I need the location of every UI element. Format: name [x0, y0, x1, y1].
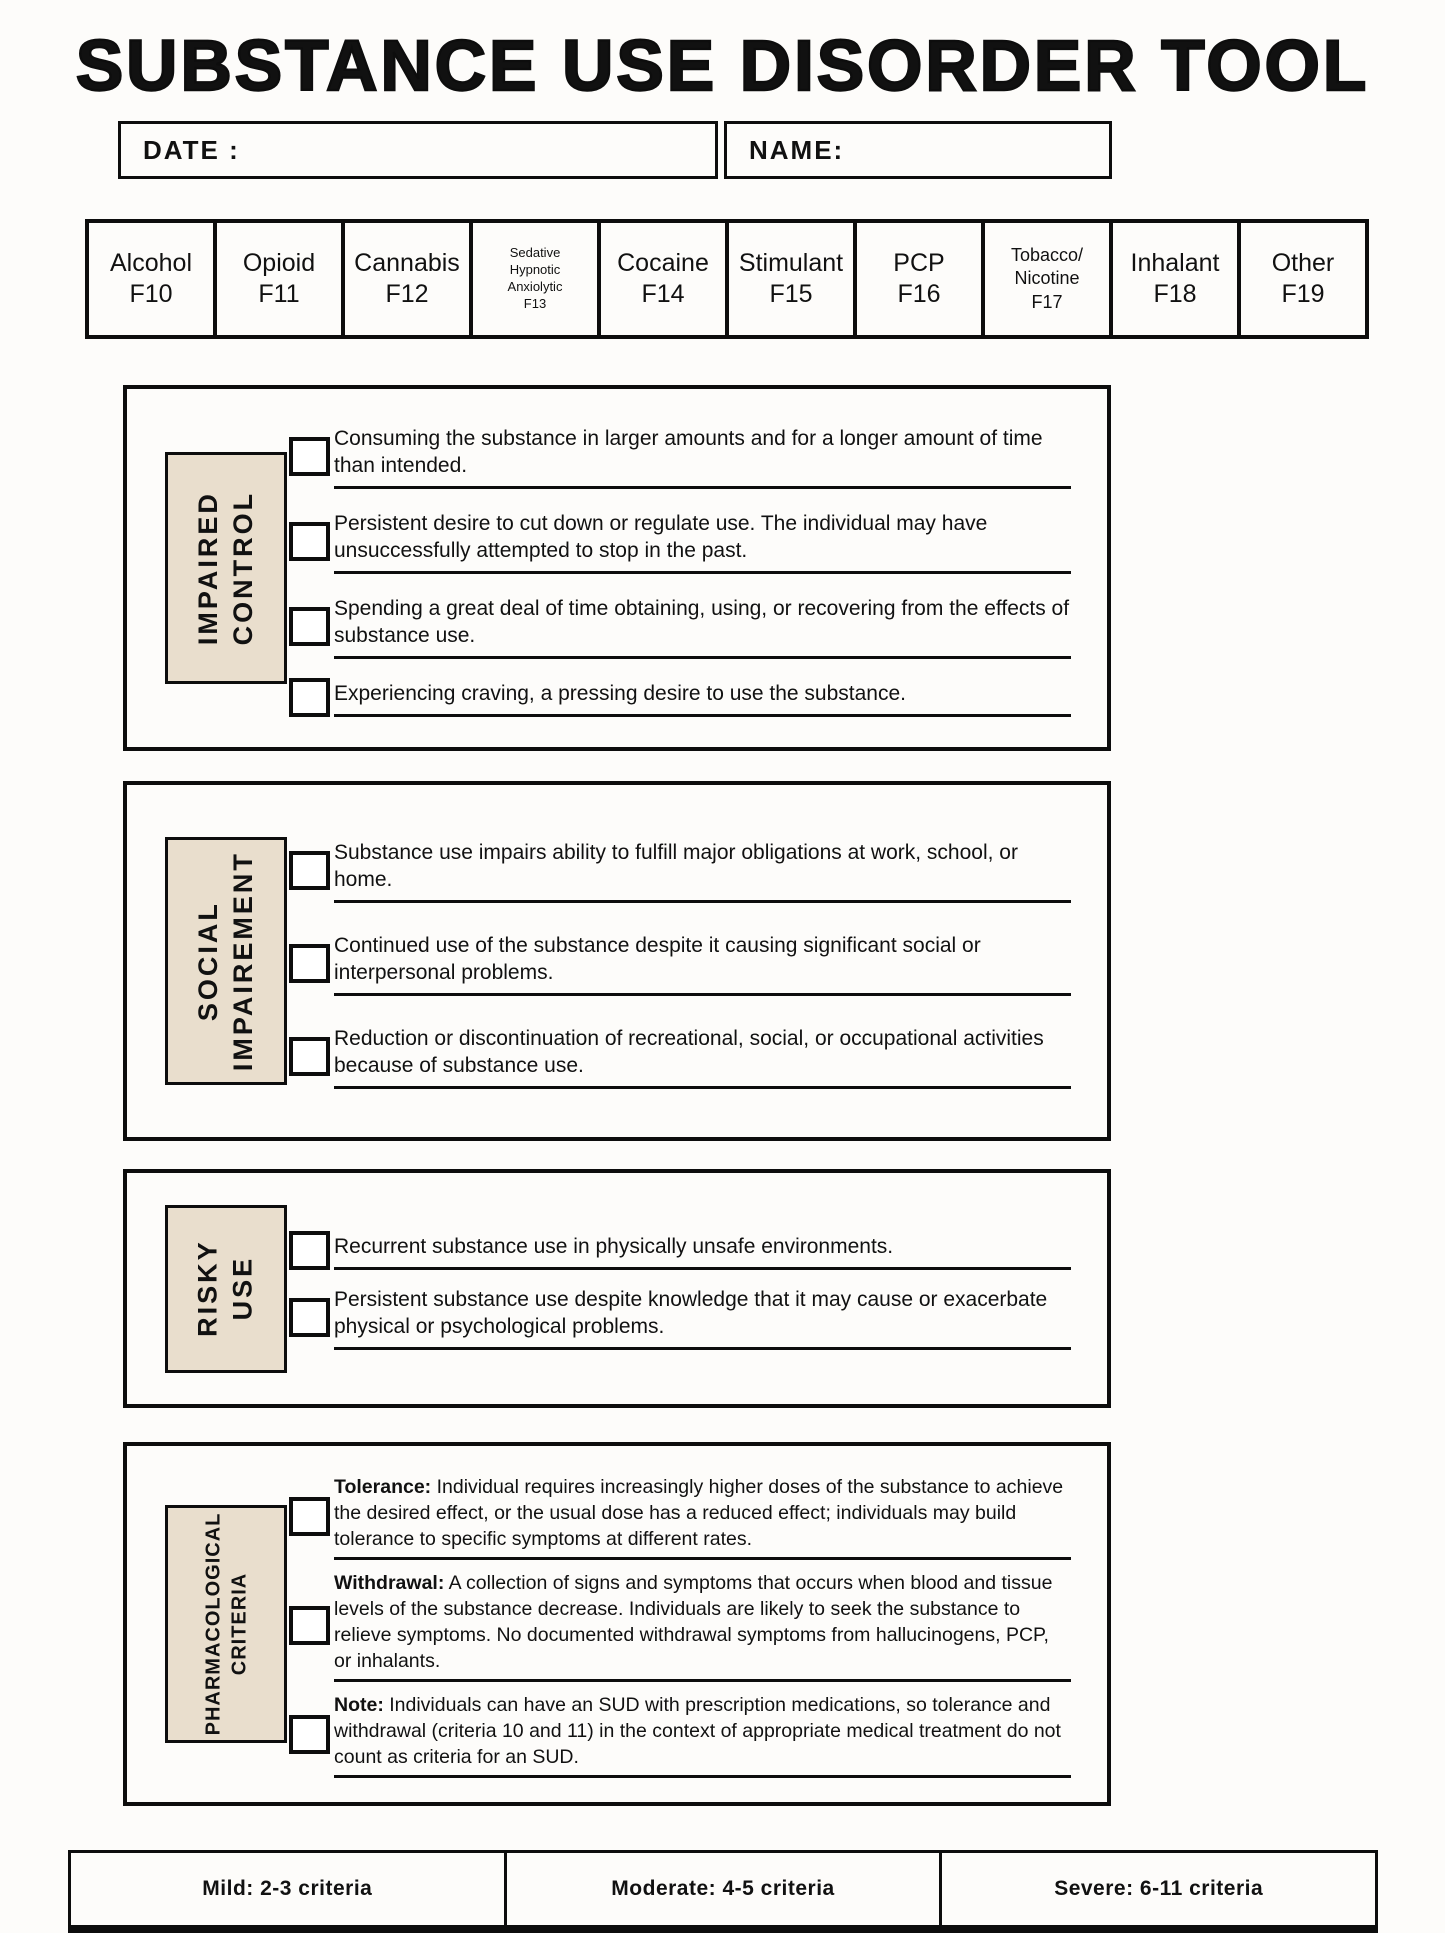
criterion-text — [334, 1472, 1071, 1560]
substance-name: Tobacco/ — [1010, 244, 1084, 265]
social-impairment-section — [123, 781, 1111, 1141]
name-field[interactable] — [724, 121, 1112, 179]
criterion-text: Consuming the substance in larger amounts and for a longer amount of time than intended. — [334, 423, 1071, 489]
criterion-text: Spending a great deal of time obtaining, using, or recovering from the effects of substance use. — [334, 593, 1071, 659]
substance-name: Anxiolytic — [507, 279, 563, 294]
substance-name: Stimulant — [738, 248, 844, 277]
substance-cell-inhalant — [1113, 223, 1241, 335]
substance-name: Hypnotic — [509, 262, 561, 278]
substance-cell-alcohol — [89, 223, 217, 335]
substance-code: F18 — [1153, 280, 1197, 308]
criterion-text: Continued use of the substance despite it causing significant social or interpersonal problems. — [334, 930, 1071, 996]
criterion-checkbox[interactable] — [289, 1606, 330, 1645]
pharmacological-criteria-section — [123, 1442, 1111, 1806]
criterion-row — [334, 1023, 1071, 1089]
risky-use-label — [165, 1205, 287, 1373]
criterion-row — [334, 678, 1071, 717]
criterion-checkbox[interactable] — [289, 944, 330, 983]
section-label-text — [191, 491, 261, 645]
substance-name: Opioid — [242, 248, 316, 277]
criterion-checkbox[interactable] — [289, 607, 330, 646]
criterion-checkbox[interactable] — [289, 1715, 330, 1754]
risky-use-section — [123, 1169, 1111, 1408]
section-label-line: CRITERIA — [228, 1572, 251, 1676]
criterion-desc: Individuals can have an SUD with prescription medications, so tolerance and withdrawal (criteria 10 and 11) in the context of appropriate medical treatment do not count as criteria for an SUD. — [334, 1694, 1061, 1768]
substance-name: Cannabis — [354, 248, 460, 277]
criterion-row — [334, 837, 1071, 903]
criterion-row — [334, 593, 1071, 659]
severity-scale — [68, 1850, 1378, 1933]
worksheet-page — [0, 26, 1445, 1900]
substance-code: F11 — [258, 280, 300, 308]
substance-code: F10 — [129, 280, 173, 308]
criterion-desc: Individual requires increasingly higher doses of the substance to achieve the desired effect, or the usual dose has a reduced effect; individuals may build tolerance to specific symptoms at different rates. — [334, 1476, 1064, 1550]
substance-cell-cocaine — [601, 223, 729, 335]
criterion-checkbox[interactable] — [289, 1037, 330, 1076]
criterion-checkbox[interactable] — [289, 1497, 330, 1536]
substance-code-table — [85, 219, 1369, 339]
substance-name: PCP — [893, 248, 945, 277]
criterion-text — [334, 1690, 1071, 1778]
section-label-line: RISKY — [192, 1239, 223, 1338]
criterion-checkbox[interactable] — [289, 522, 330, 561]
date-field[interactable] — [118, 121, 718, 179]
criterion-text — [334, 1568, 1071, 1682]
substance-name: Cocaine — [617, 248, 709, 277]
date-label: DATE : — [143, 134, 240, 165]
criterion-row — [334, 1472, 1071, 1560]
impaired-control-label — [165, 452, 287, 684]
severity-severe: Severe: 6-11 criteria — [1054, 1877, 1264, 1900]
criterion-text: Substance use impairs ability to fulfill major obligations at work, school, or home. — [334, 837, 1071, 903]
criterion-text: Recurrent substance use in physically unsafe environments. — [334, 1231, 1071, 1270]
criterion-row — [334, 423, 1071, 489]
substance-name: Inhalant — [1130, 248, 1220, 277]
substance-code: F12 — [385, 280, 429, 308]
identity-row — [118, 121, 1445, 179]
substance-code: F16 — [897, 280, 941, 308]
criterion-term: Withdrawal: — [334, 1572, 445, 1594]
social-impairment-label — [165, 837, 287, 1085]
criterion-text: Persistent substance use despite knowledge that it may cause or exacerbate physical or psychological problems. — [334, 1284, 1071, 1350]
substance-cell-stimulant — [729, 223, 857, 335]
substance-code: F15 — [769, 280, 813, 308]
severity-moderate: Moderate: 4-5 criteria — [507, 1853, 943, 1925]
criterion-checkbox[interactable] — [289, 1231, 330, 1270]
criterion-term: Note: — [334, 1694, 384, 1716]
criterion-text: Experiencing craving, a pressing desire to use the substance. — [334, 678, 1071, 717]
criterion-desc: A collection of signs and symptoms that occurs when blood and tissue levels of the substance decrease. Individuals are likely to seek the substance to relieve symptoms. No documented withdrawal symptoms from hallucinogens, PCP, or inhalants. — [334, 1572, 1053, 1672]
criterion-checkbox[interactable] — [289, 678, 330, 717]
criterion-row — [334, 508, 1071, 574]
section-label-line: SOCIAL — [192, 901, 223, 1022]
substance-code: F19 — [1281, 280, 1325, 308]
criterion-row — [334, 1284, 1071, 1350]
criterion-row — [334, 1568, 1071, 1682]
criterion-row — [334, 930, 1071, 996]
criterion-text: Reduction or discontinuation of recreational, social, or occupational activities because of substance use. — [334, 1023, 1071, 1089]
criterion-checkbox[interactable] — [289, 851, 330, 890]
criterion-checkbox[interactable] — [289, 437, 330, 476]
name-label: NAME: — [749, 134, 845, 165]
criterion-checkbox[interactable] — [289, 1298, 330, 1337]
substance-cell-cannabis — [345, 223, 473, 335]
section-label-text — [191, 1240, 261, 1338]
section-label-text — [191, 851, 261, 1071]
substance-name: Nicotine — [1014, 268, 1080, 289]
section-label-line: IMPAIRED — [192, 490, 223, 646]
substance-cell-opioid — [217, 223, 345, 335]
substance-code: F14 — [641, 280, 685, 308]
substance-name: Sedative — [509, 245, 561, 261]
substance-code: F13 — [523, 295, 547, 311]
criterion-text: Persistent desire to cut down or regulate use. The individual may have unsuccessfully attempted to stop in the past. — [334, 508, 1071, 574]
substance-cell-sedative — [473, 223, 601, 335]
section-label-line: USE — [228, 1256, 258, 1321]
impaired-control-section — [123, 385, 1111, 751]
page-title: SUBSTANCE USE DISORDER TOOL — [75, 27, 1370, 106]
substance-name: Alcohol — [110, 248, 192, 277]
criterion-row — [334, 1690, 1071, 1778]
criterion-term: Tolerance: — [334, 1476, 432, 1498]
substance-cell-tobacco — [985, 223, 1113, 335]
section-label-line: IMPAIREMENT — [228, 851, 258, 1071]
pharmacological-criteria-label — [165, 1505, 287, 1743]
section-label-text — [200, 1513, 252, 1736]
section-label-line: PHARMACOLOGICAL — [202, 1512, 225, 1736]
criterion-row — [334, 1231, 1071, 1270]
substance-cell-other — [1241, 223, 1365, 335]
substance-code: F17 — [1031, 291, 1063, 312]
severity-mild: Mild: 2-3 criteria — [71, 1853, 507, 1925]
substance-name: Other — [1271, 248, 1335, 277]
section-label-line: CONTROL — [228, 490, 259, 646]
substance-cell-pcp — [857, 223, 985, 335]
